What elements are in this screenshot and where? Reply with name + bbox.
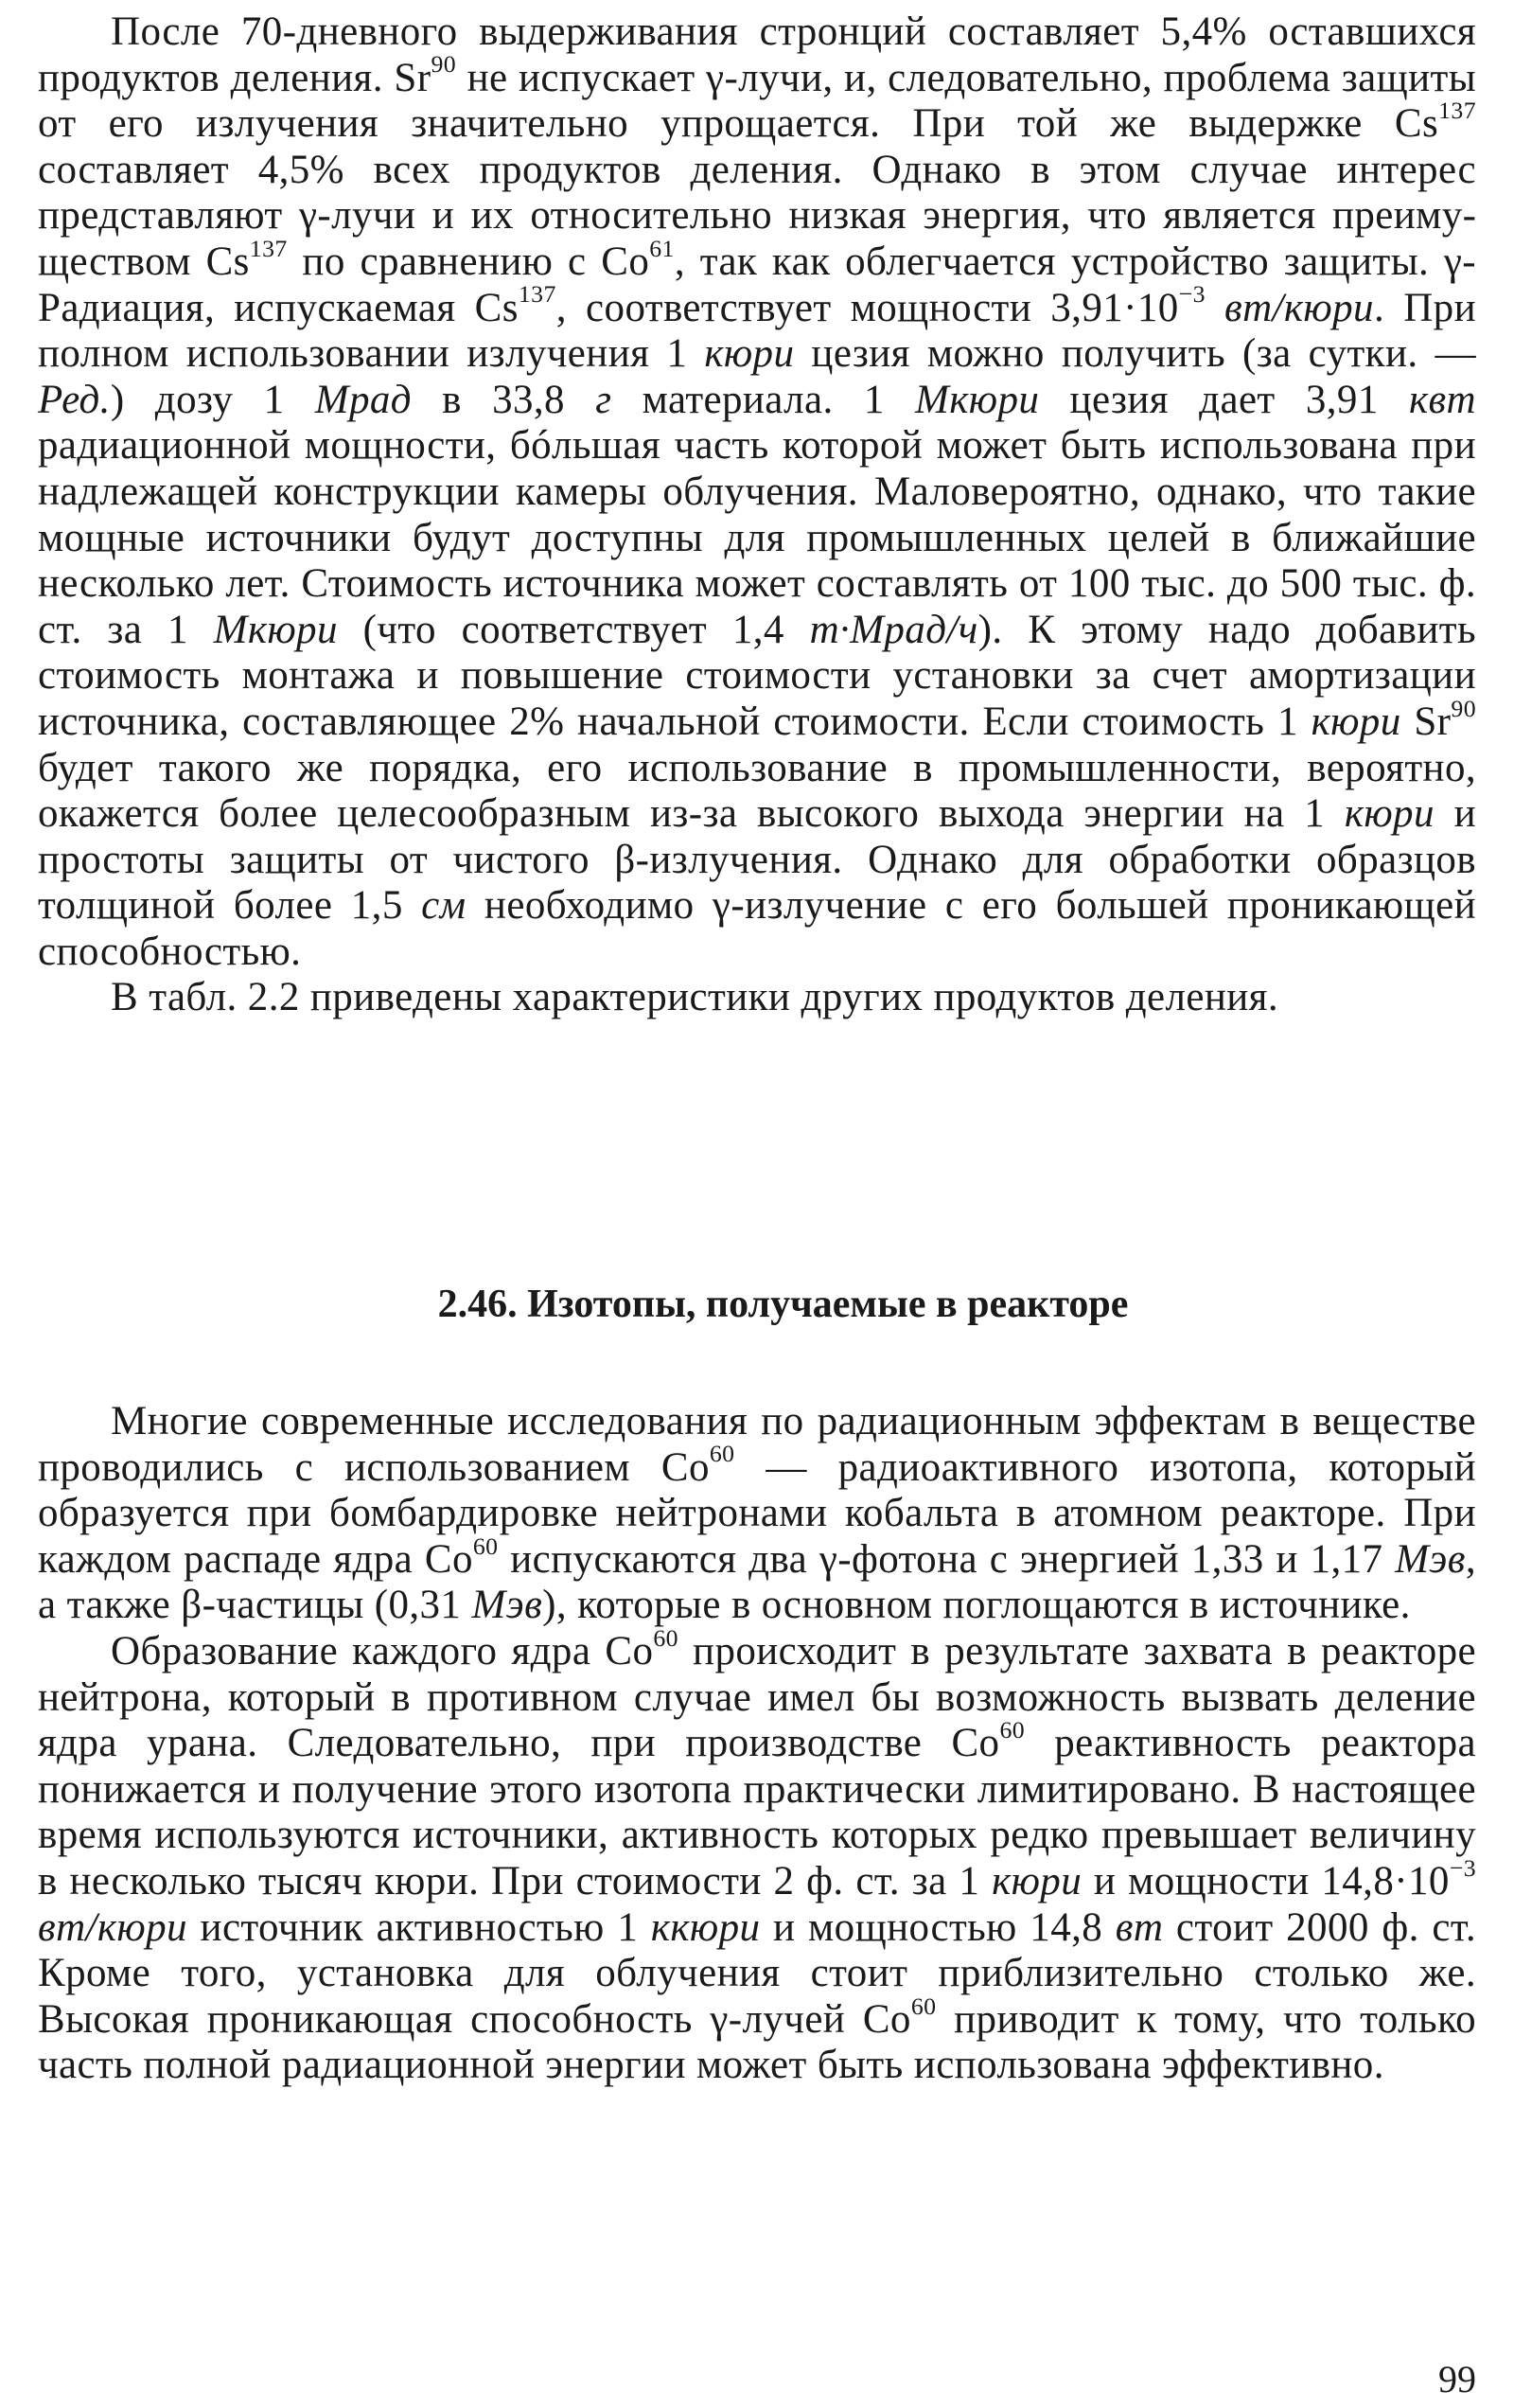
superscript: 60 bbox=[472, 1532, 499, 1560]
superscript: 137 bbox=[1438, 97, 1476, 124]
text-run: материала. 1 bbox=[611, 377, 916, 422]
paragraph-cobalt-production bbox=[38, 1623, 1477, 2089]
text-run: — радиоактивного изотопа, который образуется при бомбардировке нейтронами кобальта в атомном реакторе. При каждом распаде ядра Co bbox=[38, 1444, 1477, 1582]
superscript: 90 bbox=[1451, 694, 1476, 722]
text-run: , а также β-частицы (0,31 bbox=[38, 1536, 1477, 1628]
text-run: не испускает γ-лучи, и, следовательно, проблема защиты от его излучения значительно упрощается. При той же выдержке Cs bbox=[38, 55, 1476, 147]
italic-unit: Мэв bbox=[1395, 1536, 1466, 1582]
italic-unit: г bbox=[595, 377, 612, 422]
text-run: , так как облегчается устройство защиты. γ-Радиация, испускаемая Cs bbox=[38, 239, 1477, 330]
text-run: составляет 4,5% всех продуктов деления. Однако в этом случае интерес представляют γ-лучи и их относительно низкая энергия, что является преимуществом Cs bbox=[38, 147, 1476, 284]
text-run: радиационной мощности, бóльшая часть которой может быть использована при надлежащей конструкции камеры облучения. Маловероятно, однако, что такие мощные источники будут доступны для промышленных целей в ближайшие несколько лет. Стоимость источника может составлять от 100 тыс. до 500 тыс. ф. ст. за 1 bbox=[38, 423, 1476, 652]
text-run: в 33,8 bbox=[411, 377, 596, 422]
text-run: будет такого же порядка, его использование в промышленности, вероятно, окажется более целесообразным из-за высокого выхода энергии на 1 bbox=[38, 745, 1476, 837]
text-run: , соответствует мощности 3,91·10 bbox=[555, 285, 1179, 330]
italic-unit: вт/кюри bbox=[1224, 285, 1374, 330]
text-run: цезия дает 3,91 bbox=[1039, 377, 1409, 422]
italic-unit: Мкюри bbox=[213, 607, 338, 652]
italic-unit: кюри bbox=[704, 331, 795, 377]
section-heading: 2.46. Изотопы, получаемые в реакторе bbox=[437, 1283, 1129, 1326]
superscript: 60 bbox=[709, 1440, 735, 1468]
text-run: источник активностью 1 bbox=[186, 1904, 651, 1950]
italic-unit: кюри bbox=[992, 1858, 1083, 1903]
text-run: Многие современные исследования по радиационным эффектам в веществе проводились с использованием Co bbox=[38, 1399, 1476, 1490]
text-run: цезия можно получить (за сутки. — bbox=[794, 331, 1476, 377]
superscript: 61 bbox=[649, 234, 675, 262]
text-run: необходимо γ-излучение с его большей проникающей способностью. bbox=[38, 883, 1476, 974]
text-run: В табл. 2.2 приведены характеристики других продуктов деления. bbox=[111, 975, 1278, 1020]
text-block-bottom bbox=[38, 1399, 1476, 2089]
text-run: и простоты защиты от чистого β-излучения. Однако для обработки образцов толщиной более 1,5 bbox=[38, 791, 1476, 929]
text-run: После 70-дневного выдерживания стронций составляет 5,4% оставшихся продуктов деления. Sr bbox=[38, 9, 1476, 100]
text-run: ). К этому надо добавить стоимость монтажа и повышение стоимости установки за счет амортизации источника, составляющее 2% начальной стоимости. Если стоимость 1 bbox=[38, 607, 1476, 744]
text-run: реактивность реактора понижается и получение этого изотопа практически лимитировано. В настоящее время используются источники, активность которых редко превышает величину в несколько тысяч кюри. При стоимости 2 ф. ст. за 1 bbox=[38, 1721, 1477, 1903]
italic-unit: квт bbox=[1408, 377, 1476, 422]
superscript: 90 bbox=[431, 50, 457, 79]
text-run: и мощности 14,8·10 bbox=[1082, 1858, 1450, 1903]
superscript: 137 bbox=[249, 234, 288, 262]
text-run: стоит 2000 ф. ст. Кроме того, установка для облучения стоит приблизительно столько же. Высокая проникающая способность γ-лучей Co bbox=[38, 1904, 1476, 2042]
text-run: . При полном использовании излучения 1 bbox=[38, 285, 1476, 377]
italic-unit: вт bbox=[1115, 1904, 1164, 1950]
superscript: 137 bbox=[518, 280, 556, 309]
text-run: ), которые в основном поглощаются в источнике. bbox=[542, 1583, 1411, 1628]
italic-unit: см bbox=[421, 883, 467, 929]
superscript: 60 bbox=[910, 1992, 937, 2020]
superscript: −3 bbox=[1449, 1853, 1476, 1882]
italic-unit: Ред. bbox=[38, 377, 111, 422]
italic-unit: Мкюри bbox=[915, 377, 1040, 422]
text-run: Sr bbox=[1400, 699, 1452, 744]
italic-unit: т·Мрад/ч bbox=[809, 607, 978, 652]
text-run: происходит в результате захвата в реакторе нейтрона, который в противном случае имел бы возможность вызвать деление ядра урана. Следовательно, при производстве Co bbox=[38, 1628, 1476, 1766]
italic-unit: вт/кюри bbox=[38, 1904, 187, 1950]
superscript: −3 bbox=[1178, 280, 1206, 309]
text-run: (что соответствует 1,4 bbox=[337, 607, 810, 652]
text-run: приводит к тому, что только часть полной радиационной энергии может быть использована эффективно. bbox=[38, 1996, 1476, 2088]
text-run: испускаются два γ-фотона с энергией 1,33 и 1,17 bbox=[498, 1536, 1396, 1582]
paragraph-table-reference bbox=[38, 975, 1476, 1021]
italic-unit: кюри bbox=[1311, 699, 1401, 744]
paragraph-cobalt-60 bbox=[38, 1399, 1476, 1629]
italic-unit: Мрад bbox=[314, 377, 412, 422]
text-run bbox=[1206, 286, 1224, 330]
italic-unit: ккюри bbox=[650, 1904, 761, 1950]
page-number: 99 bbox=[1438, 2358, 1476, 2400]
text-run: ) дозу 1 bbox=[110, 377, 315, 422]
text-block-top bbox=[38, 9, 1476, 1021]
text-run: по сравнению с Co bbox=[287, 239, 650, 284]
superscript: 60 bbox=[999, 1715, 1026, 1744]
superscript: 60 bbox=[653, 1623, 678, 1652]
italic-unit: кюри bbox=[1344, 791, 1435, 837]
text-run: и мощностью 14,8 bbox=[760, 1904, 1116, 1950]
text-run: Образование каждого ядра Co bbox=[111, 1628, 654, 1673]
paragraph-strontium-cesium bbox=[38, 9, 1476, 975]
italic-unit: Мэв bbox=[471, 1583, 543, 1628]
